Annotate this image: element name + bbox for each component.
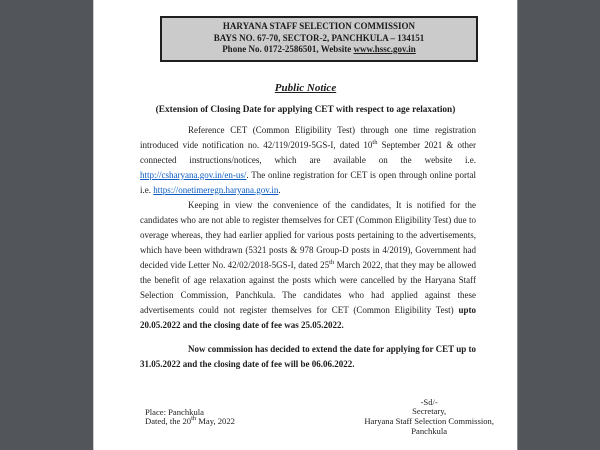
hssc-website-link[interactable]: www.hssc.gov.in bbox=[353, 44, 416, 54]
date-text: Dated, the 20 bbox=[145, 416, 192, 427]
text-run: . The online registration for CET is open through online portal i.e. bbox=[140, 169, 476, 195]
text-run: upto 20.05.2022 and the closing date of fee was 25.05.2022. bbox=[140, 304, 476, 330]
paragraph-cet-reference bbox=[140, 123, 476, 198]
place-line: Place: Panchkula bbox=[145, 406, 204, 417]
text-run: Keeping in view the convenience of the candidates, It is notified for the candidates who are not able to register themselves for CET (Common Eligibility Test) due to overage whereas, they had earlier applied for various posts pertaining to the advertisements, which have been withdrawn (5321 posts & 978 Group-D posts in 4/2019), Government had decided vide Letter No. 42/02/2018-5GS-I, dated 25 bbox=[140, 199, 476, 270]
phone-website-text: Phone No. 0172-2586501, Website bbox=[222, 44, 354, 54]
notice-subtitle: (Extension of Closing Date for applying CET with respect to age relaxation) bbox=[155, 104, 456, 115]
date-ordinal-superscript: th bbox=[191, 415, 197, 423]
hyperlink[interactable]: https://onetimeregn.haryana.gov.in bbox=[153, 184, 279, 195]
paragraph-age-relaxation bbox=[140, 198, 476, 333]
sd-line: -Sd/- bbox=[420, 396, 438, 407]
text-run: March 2022, that they may be allowed the benefit of age relaxation against the posts which were cancelled by the Haryana Staff Selection Commission, Panchkula. The candidates who had applied against these advertisements could not register themselves for CET (Common Eligibility Test) bbox=[140, 259, 476, 315]
notice-document-page bbox=[94, 0, 517, 450]
commission-address: BAYS NO. 67-70, SECTOR-2, PANCHKULA – 134151 bbox=[213, 32, 425, 43]
signatory-title: Secretary, bbox=[412, 406, 447, 417]
place-date-block bbox=[145, 408, 235, 437]
text-run: Now commission has decided to extend the date for applying for CET up to 31.05.2022 and the closing date of fee will be 06.06.2022. bbox=[140, 343, 476, 369]
text-run: September 2021 & other connected instructions/notices, which are available on the website i.e. bbox=[140, 139, 476, 165]
signature-block bbox=[364, 398, 494, 437]
text-run: Reference CET (Common Eligibility Test) through one time registration introduced vide notification no. 42/119/2019-5GS-I, dated 10 bbox=[140, 124, 476, 150]
signatory-place: Panchkula bbox=[411, 425, 448, 436]
notice-title: Public Notice bbox=[274, 81, 337, 94]
superscript: th bbox=[372, 138, 378, 146]
commission-name: HARYANA STAFF SELECTION COMMISSION bbox=[222, 21, 416, 31]
date-line bbox=[145, 417, 235, 427]
date-text-suffix: May, 2022 bbox=[196, 416, 235, 427]
superscript: th bbox=[329, 258, 335, 266]
hyperlink[interactable]: http://csharyana.gov.in/en-us/ bbox=[140, 169, 247, 180]
notice-body bbox=[140, 123, 476, 372]
commission-contact bbox=[164, 44, 474, 56]
left-letterbox bbox=[0, 0, 94, 450]
signatory-organization: Haryana Staff Selection Commission, bbox=[364, 416, 494, 427]
text-run: . bbox=[278, 184, 281, 195]
right-letterbox bbox=[518, 0, 600, 450]
commission-header-box bbox=[160, 16, 478, 62]
notice-footer bbox=[94, 398, 517, 437]
paragraph-extension-decision bbox=[140, 342, 476, 372]
